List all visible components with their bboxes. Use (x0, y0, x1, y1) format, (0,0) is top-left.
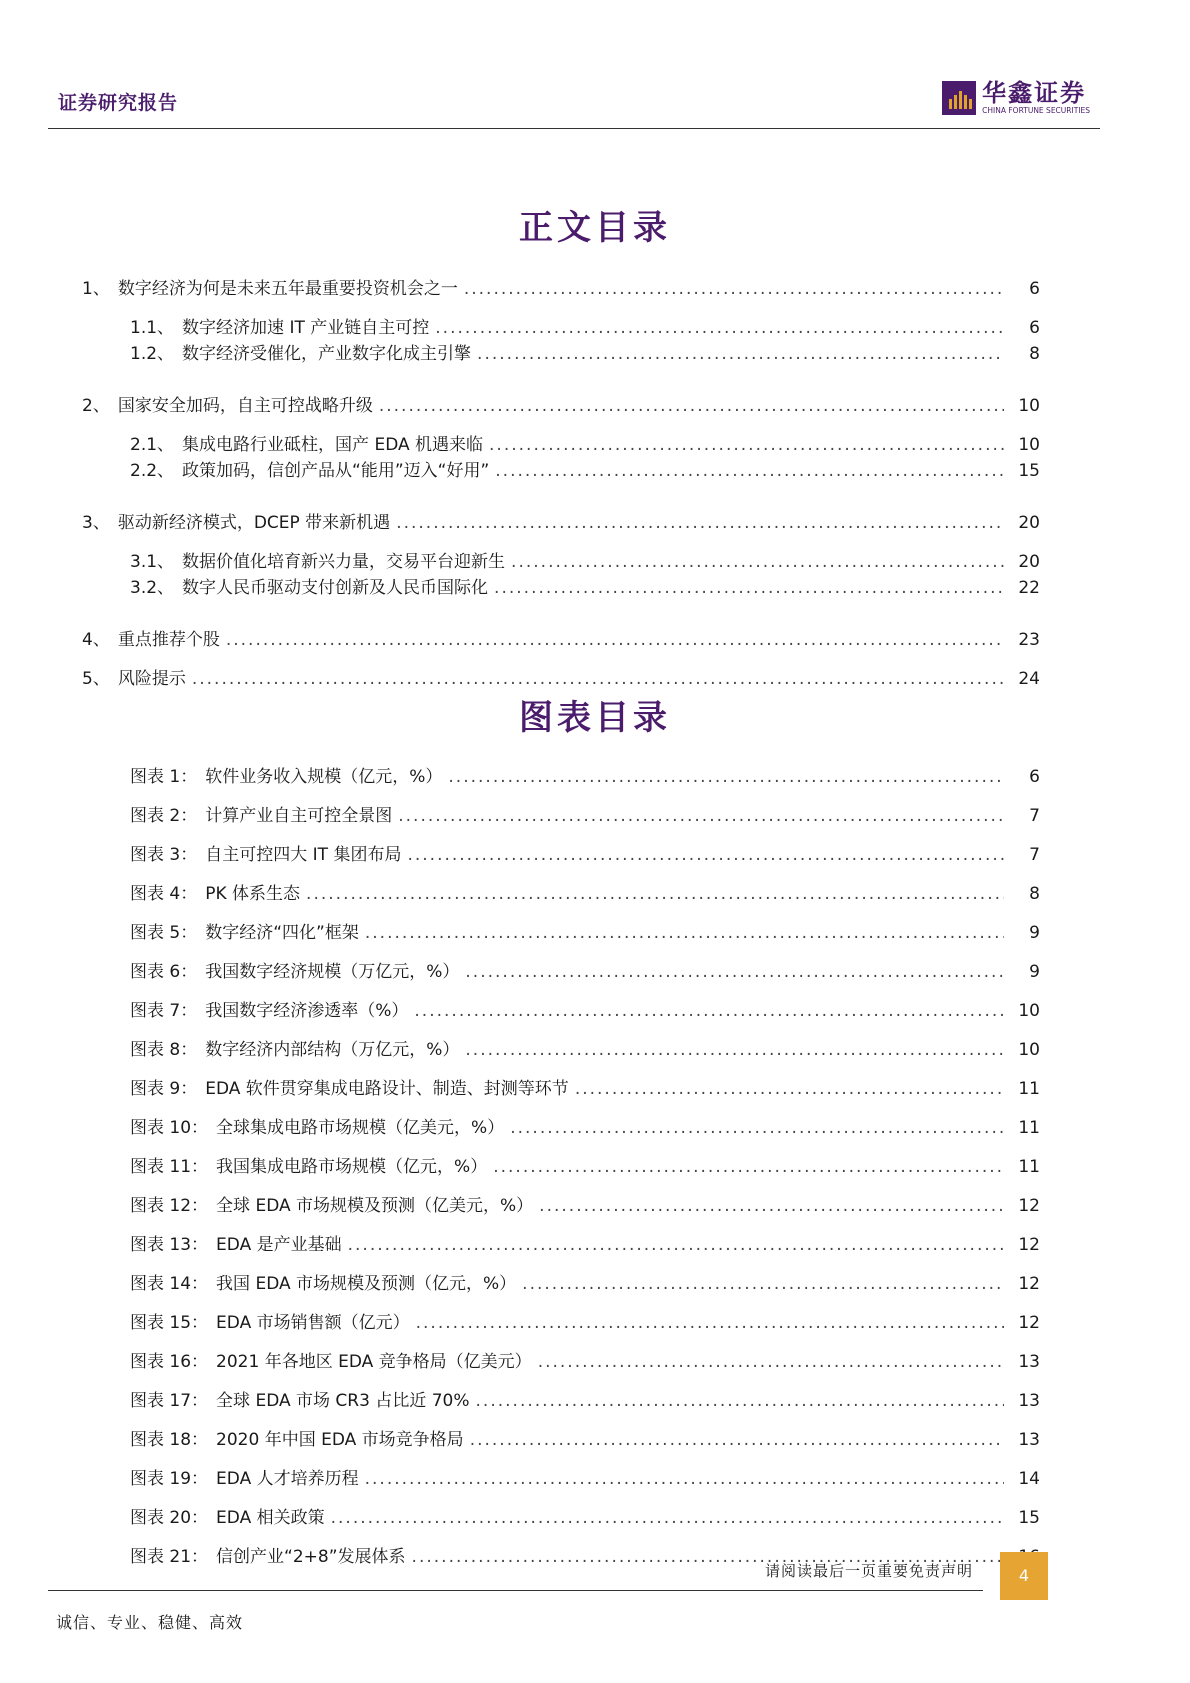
toc-entry-title: EDA 相关政策 (216, 1508, 325, 1528)
toc-entry-number: 2、 (82, 396, 110, 416)
toc-entry-page: 14 (1018, 1469, 1040, 1489)
logo-english-name: CHINA FORTUNE SECURITIES (982, 106, 1090, 115)
logo-icon (942, 81, 976, 115)
toc-entry-title: 风险提示 (117, 669, 186, 689)
toc-entry-title: PK 体系生态 (205, 884, 301, 904)
toc-entry-title: 全球集成电路市场规模（亿美元，%） (216, 1118, 505, 1138)
toc-entry-number: 图表 6： (130, 962, 198, 982)
toc-entry-number: 3.1、 (130, 552, 175, 572)
toc-entry-page: 12 (1018, 1196, 1040, 1216)
toc-entry-number: 图表 5： (130, 923, 198, 943)
toc-leader-dots (493, 1157, 1004, 1177)
page-header (48, 72, 1100, 129)
toc-entry-page: 24 (1018, 669, 1040, 689)
toc-entry-page: 6 (1029, 279, 1040, 299)
toc-entry-title: 我国数字经济规模（万亿元，%） (205, 962, 460, 982)
toc-entry[interactable] (130, 1113, 1040, 1138)
toc-entry-page: 20 (1018, 513, 1040, 533)
toc-entry-title: 数字经济内部结构（万亿元，%） (205, 1040, 460, 1060)
toc-entry-page: 22 (1018, 578, 1040, 598)
toc-entry-page: 10 (1018, 396, 1040, 416)
figure-toc-title: 图表目录 (519, 698, 671, 738)
toc-entry-title: 国家安全加码，自主可控战略升级 (117, 396, 373, 416)
toc-entry[interactable] (130, 456, 1040, 481)
toc-leader-dots (379, 396, 1004, 416)
toc-leader-dots (448, 767, 1004, 787)
toc-entry[interactable] (130, 918, 1040, 943)
toc-entry[interactable] (130, 879, 1040, 904)
toc-leader-dots (398, 806, 1004, 826)
toc-leader-dots (365, 1469, 1004, 1489)
toc-entry-title: EDA 是产业基础 (216, 1235, 342, 1255)
toc-entry[interactable] (130, 339, 1040, 364)
toc-entry-title: EDA 软件贯穿集成电路设计、制造、封测等环节 (205, 1079, 569, 1099)
toc-entry-title: 计算产业自主可控全景图 (205, 806, 393, 826)
toc-entry-page: 13 (1018, 1430, 1040, 1450)
toc-entry-page: 8 (1029, 344, 1040, 364)
toc-leader-dots (510, 1118, 1004, 1138)
toc-leader-dots (511, 552, 1004, 572)
toc-entry-page: 13 (1018, 1352, 1040, 1372)
toc-entry-title: EDA 市场销售额（亿元） (216, 1313, 410, 1333)
toc-entry-page: 23 (1018, 630, 1040, 650)
toc-entry-title: 重点推荐个股 (117, 630, 220, 650)
toc-entry-page: 11 (1018, 1118, 1040, 1138)
toc-entry-title: 数据价值化培育新兴力量，交易平台迎新生 (182, 552, 506, 572)
report-type-label: 证券研究报告 (58, 92, 179, 114)
toc-entry-number: 3、 (82, 513, 110, 533)
toc-entry[interactable] (130, 1347, 1040, 1372)
toc-entry[interactable] (130, 1308, 1040, 1333)
toc-entry-number: 2.2、 (130, 461, 175, 481)
toc-entry-title: EDA 人才培养历程 (216, 1469, 359, 1489)
toc-leader-dots (494, 578, 1004, 598)
toc-entry-number: 图表 15： (130, 1313, 209, 1333)
toc-entry-title: 我国数字经济渗透率（%） (205, 1001, 409, 1021)
toc-entry[interactable] (82, 391, 1040, 416)
toc-entry-number: 4、 (82, 630, 110, 650)
toc-entry[interactable] (130, 1230, 1040, 1255)
toc-leader-dots (414, 1001, 1004, 1021)
toc-leader-dots (464, 279, 1004, 299)
toc-entry-title: 数字人民币驱动支付创新及人民币国际化 (182, 578, 489, 598)
toc-entry-number: 图表 1： (130, 767, 198, 787)
toc-leader-dots (407, 845, 1004, 865)
toc-entry-page: 15 (1018, 1508, 1040, 1528)
toc-leader-dots (538, 1352, 1004, 1372)
toc-entry-number: 图表 20： (130, 1508, 209, 1528)
toc-entry-number: 图表 4： (130, 884, 198, 904)
toc-entry-title: 全球 EDA 市场规模及预测（亿美元，%） (216, 1196, 534, 1216)
toc-entry[interactable] (130, 547, 1040, 572)
toc-entry-page: 11 (1018, 1157, 1040, 1177)
toc-entry[interactable] (130, 1425, 1040, 1450)
toc-entry[interactable] (130, 1191, 1040, 1216)
toc-leader-dots (476, 1391, 1004, 1411)
toc-entry[interactable] (130, 430, 1040, 455)
toc-entry-title: 驱动新经济模式，DCEP 带来新机遇 (117, 513, 391, 533)
toc-entry-number: 5、 (82, 669, 110, 689)
toc-entry-page: 12 (1018, 1235, 1040, 1255)
toc-entry-page: 11 (1018, 1079, 1040, 1099)
toc-entry-title: 软件业务收入规模（亿元，%） (205, 767, 443, 787)
toc-entry-number: 图表 8： (130, 1040, 198, 1060)
toc-entry-title: 全球 EDA 市场 CR3 占比近 70% (216, 1391, 470, 1411)
toc-leader-dots (435, 318, 1004, 338)
toc-leader-dots (396, 513, 1004, 533)
toc-entry-page: 13 (1018, 1391, 1040, 1411)
toc-entry-title: 数字经济受催化，产业数字化成主引擎 (182, 344, 472, 364)
toc-leader-dots (365, 923, 1004, 943)
toc-entry[interactable] (130, 1035, 1040, 1060)
toc-entry-number: 图表 10： (130, 1118, 209, 1138)
toc-entry[interactable] (130, 762, 1040, 787)
toc-leader-dots (522, 1274, 1004, 1294)
toc-entry-number: 图表 2： (130, 806, 198, 826)
toc-entry-page: 7 (1029, 845, 1040, 865)
toc-entry-number: 1.1、 (130, 318, 175, 338)
toc-entry[interactable] (82, 508, 1040, 533)
toc-entry-title: 政策加码，信创产品从“能用”迈入“好用” (182, 461, 490, 481)
toc-entry[interactable] (130, 840, 1040, 865)
page-number: 4 (1000, 1552, 1048, 1600)
toc-leader-dots (495, 461, 1004, 481)
toc-entry-title: 数字经济为何是未来五年最重要投资机会之一 (117, 279, 458, 299)
toc-leader-dots (465, 1040, 1004, 1060)
toc-entry-number: 图表 18： (130, 1430, 209, 1450)
toc-leader-dots (470, 1430, 1004, 1450)
company-motto: 诚信、专业、稳健、高效 (56, 1613, 244, 1632)
toc-entry[interactable] (130, 1152, 1040, 1177)
toc-entry[interactable] (82, 274, 1040, 299)
toc-entry-number: 图表 11： (130, 1157, 209, 1177)
toc-leader-dots (465, 962, 1004, 982)
toc-entry-number: 图表 14： (130, 1274, 209, 1294)
company-logo (942, 80, 1090, 116)
toc-entry-title: 2021 年各地区 EDA 竞争格局（亿美元） (216, 1352, 532, 1372)
toc-entry-title: 数字经济“四化”框架 (205, 923, 359, 943)
logo-chinese-name: 华鑫证券 (982, 79, 1087, 107)
toc-entry-number: 3.2、 (130, 578, 175, 598)
toc-leader-dots (477, 344, 1004, 364)
toc-entry-page: 7 (1029, 806, 1040, 826)
toc-leader-dots (306, 884, 1004, 904)
toc-entry-page: 20 (1018, 552, 1040, 572)
toc-entry-number: 图表 17： (130, 1391, 209, 1411)
toc-entry[interactable] (130, 1269, 1040, 1294)
toc-entry[interactable] (130, 801, 1040, 826)
toc-leader-dots (539, 1196, 1004, 1216)
toc-entry[interactable] (130, 1386, 1040, 1411)
toc-entry-page: 12 (1018, 1274, 1040, 1294)
toc-entry-title: 集成电路行业砥柱，国产 EDA 机遇来临 (182, 435, 484, 455)
toc-entry-number: 图表 7： (130, 1001, 198, 1021)
toc-entry[interactable] (130, 1074, 1040, 1099)
toc-leader-dots (192, 669, 1004, 689)
toc-leader-dots (331, 1508, 1004, 1528)
toc-entry-number: 2.1、 (130, 435, 175, 455)
toc-entry[interactable] (82, 664, 1040, 689)
toc-leader-dots (226, 630, 1004, 650)
toc-entry-number: 图表 3： (130, 845, 198, 865)
toc-entry-number: 图表 9： (130, 1079, 198, 1099)
main-toc-title: 正文目录 (519, 208, 671, 248)
toc-entry[interactable] (130, 1503, 1040, 1528)
footer (48, 1552, 983, 1591)
toc-entry[interactable] (130, 996, 1040, 1021)
toc-entry-page: 6 (1029, 767, 1040, 787)
toc-entry[interactable] (130, 313, 1040, 338)
toc-entry[interactable] (130, 1464, 1040, 1489)
toc-entry[interactable] (130, 573, 1040, 598)
toc-entry-title: 信创产业“2+8”发展体系 (216, 1547, 406, 1567)
toc-entry-page: 8 (1029, 884, 1040, 904)
toc-entry-page: 9 (1029, 962, 1040, 982)
toc-entry-page: 12 (1018, 1313, 1040, 1333)
toc-entry-title: 数字经济加速 IT 产业链自主可控 (182, 318, 430, 338)
toc-entry-page: 10 (1018, 1040, 1040, 1060)
toc-entry-number: 图表 16： (130, 1352, 209, 1372)
toc-entry-page: 15 (1018, 461, 1040, 481)
toc-entry[interactable] (82, 625, 1040, 650)
toc-entry-number: 图表 12： (130, 1196, 209, 1216)
toc-entry-title: 自主可控四大 IT 集团布局 (205, 845, 402, 865)
toc-entry-number: 图表 19： (130, 1469, 209, 1489)
toc-entry-page: 6 (1029, 318, 1040, 338)
toc-entry-page: 10 (1018, 1001, 1040, 1021)
toc-entry-title: 我国 EDA 市场规模及预测（亿元，%） (216, 1274, 517, 1294)
toc-entry-number: 图表 13： (130, 1235, 209, 1255)
toc-entry-number: 图表 21： (130, 1547, 209, 1567)
toc-entry-page: 9 (1029, 923, 1040, 943)
toc-entry-title: 我国集成电路市场规模（亿元，%） (216, 1157, 488, 1177)
toc-entry-title: 2020 年中国 EDA 市场竞争格局 (216, 1430, 464, 1450)
disclaimer-note: 请阅读最后一页重要免责声明 (764, 1562, 973, 1580)
toc-leader-dots (348, 1235, 1004, 1255)
toc-entry[interactable] (130, 957, 1040, 982)
toc-leader-dots (489, 435, 1004, 455)
toc-entry-number: 1.2、 (130, 344, 175, 364)
toc-leader-dots (575, 1079, 1004, 1099)
toc-leader-dots (416, 1313, 1004, 1333)
toc-entry-number: 1、 (82, 279, 110, 299)
toc-entry-page: 10 (1018, 435, 1040, 455)
